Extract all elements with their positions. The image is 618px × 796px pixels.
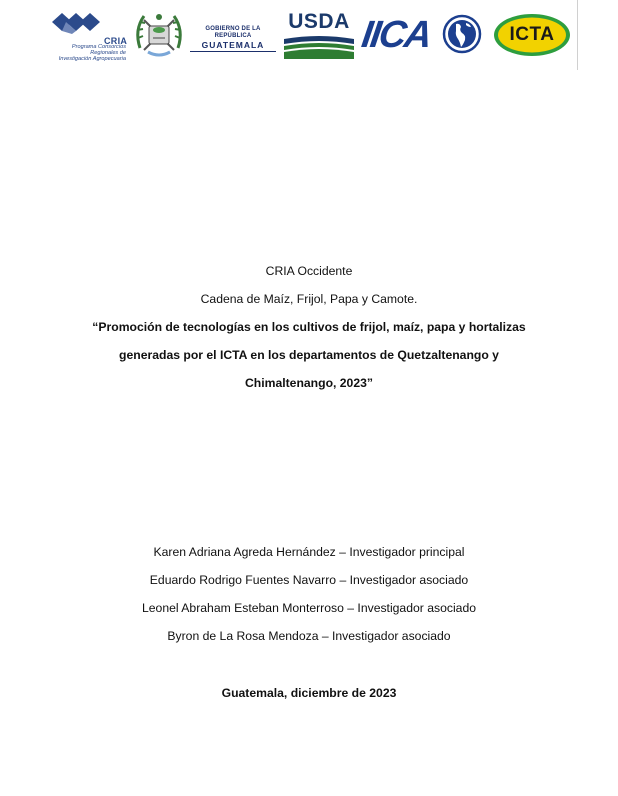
cria-diamonds-icon bbox=[48, 10, 104, 38]
researcher-1: Karen Adriana Agreda Hernández – Investigador principal bbox=[153, 545, 465, 559]
gobierno-line2: GUATEMALA bbox=[190, 40, 276, 52]
iica-logo bbox=[359, 10, 484, 60]
icta-name: ICTA bbox=[509, 24, 555, 45]
researcher-2: Eduardo Rodrigo Fuentes Navarro – Investigador asociado bbox=[149, 573, 469, 587]
iica-name: IICA bbox=[359, 14, 433, 56]
researcher-3: Leonel Abraham Esteban Monterroso – Investigador asociado bbox=[141, 601, 476, 615]
cria-name: CRIA bbox=[104, 36, 128, 46]
value-chain: Cadena de Maíz, Frijol, Papa y Camote. bbox=[200, 292, 418, 306]
document-title-line-3: Chimaltenango, 2023” bbox=[244, 376, 373, 390]
cria-logo bbox=[44, 10, 128, 60]
program-name: CRIA Occidente bbox=[265, 264, 353, 278]
guatemala-coat-of-arms-icon bbox=[130, 8, 188, 62]
document-title-line-1: “Promoción de tecnologías en los cultivos de frijol, maíz, papa y hortalizas bbox=[92, 320, 526, 334]
gobierno-line1: GOBIERNO DE LA REPÚBLICA bbox=[205, 26, 261, 39]
place-and-date: Guatemala, diciembre de 2023 bbox=[221, 686, 397, 700]
globe-icon bbox=[442, 14, 482, 54]
cria-subtitle: Programa Consorcios Regionales de Investigación Agropecuaria bbox=[58, 44, 126, 62]
usda-landscape-icon bbox=[284, 35, 354, 59]
icta-logo bbox=[492, 12, 572, 58]
usda-logo bbox=[282, 10, 356, 60]
logo-strip bbox=[0, 0, 618, 70]
gobierno-guatemala-logo bbox=[190, 26, 276, 48]
researcher-4: Byron de La Rosa Mendoza – Investigador asociado bbox=[167, 629, 451, 643]
document-title-line-2: generadas por el ICTA en los departamentos de Quetzaltenango y bbox=[119, 348, 499, 362]
usda-name: USDA bbox=[288, 10, 350, 33]
